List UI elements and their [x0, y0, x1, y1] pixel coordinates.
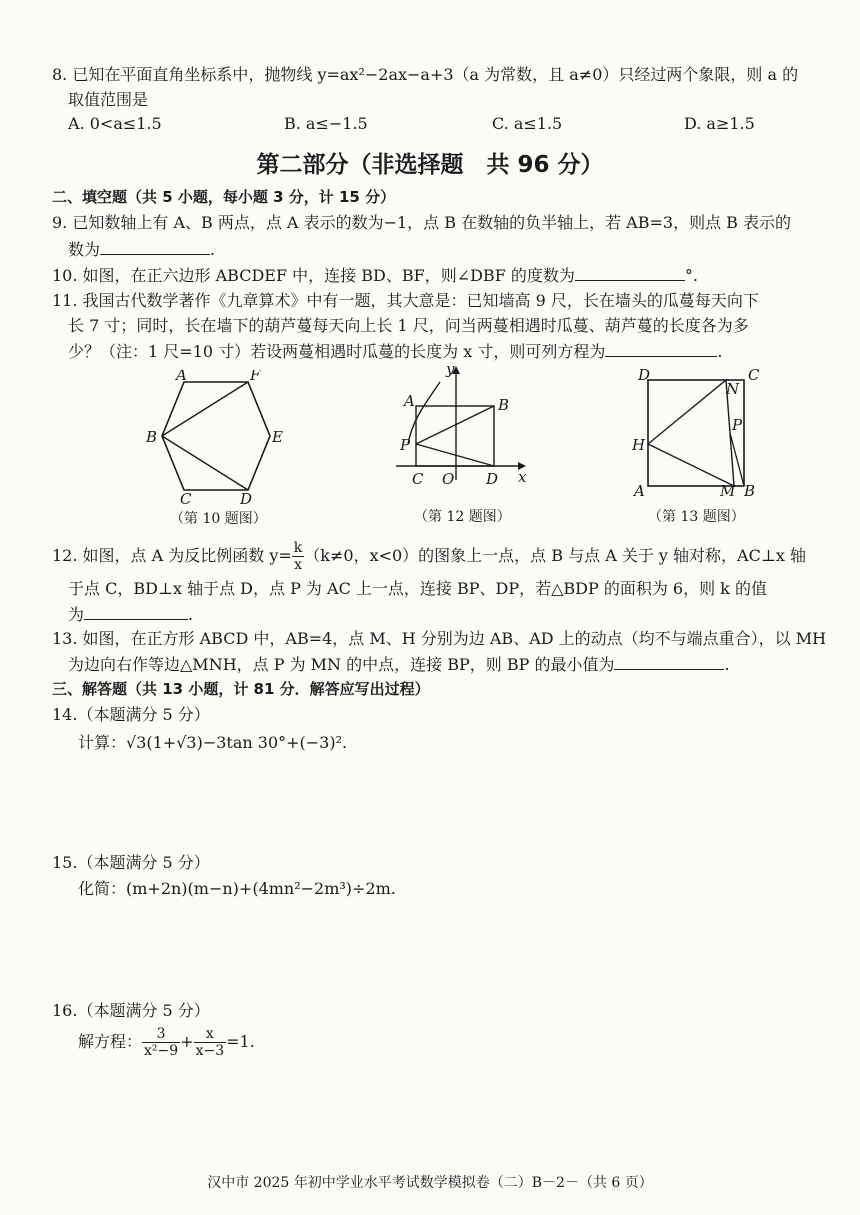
q16-frac1-den: x²−9 — [144, 1043, 179, 1059]
q12-rest: （k≠0，x<0）的图象上一点，点 B 与点 A 关于 y 轴对称，AC⊥x 轴 — [304, 546, 806, 565]
fig13-label-p: P — [732, 416, 743, 434]
q15-answer-area[interactable] — [78, 906, 798, 996]
fig13-label-a: A — [634, 482, 645, 500]
q12-line3-text: 为 — [68, 605, 85, 624]
q10-line — [52, 264, 698, 287]
fig12-label-a: A — [404, 392, 415, 410]
q12-frac-num: k — [293, 540, 303, 556]
fig10-label-b: B — [146, 428, 158, 446]
q16-answer-area[interactable] — [78, 1070, 798, 1160]
figure-12-coordinate — [388, 360, 536, 495]
q12-suffix: . — [188, 605, 194, 624]
q11-line1: 11. 我国古代数学著作《九章算术》中有一题，其大意是：已知墙高 9 尺，长在墙头的瓜蔓每天向下 — [52, 291, 759, 310]
segment-bd — [162, 436, 248, 490]
hexagon-shape — [162, 382, 270, 490]
q14-body: 计算：√3(1+√3)−3tan 30°+(−3)². — [78, 733, 348, 752]
q13-line2-text: 为边向右作等边△MNH，点 P 为 MN 的中点，连接 BP，则 BP 的最小值为 — [68, 655, 615, 674]
q8-option-b: B. a≤−1.5 — [284, 114, 368, 133]
q12-line3 — [68, 603, 193, 626]
fig12-label-o: O — [442, 470, 455, 488]
q13-line1: 13. 如图，在正方形 ABCD 中，AB=4，点 M、H 分别为边 AB、AD 上的动点（均不与端点重合），以 MH — [52, 629, 827, 648]
q16-frac1-num: 3 — [142, 1026, 180, 1043]
section-title: 第二部分（非选择题 共 96 分） — [256, 152, 604, 178]
q15-body: 化简：(m+2n)(m−n)+(4mn²−2m³)÷2m. — [78, 879, 396, 898]
q11-suffix: . — [717, 342, 723, 361]
fig13-label-b: B — [744, 482, 756, 500]
fig13-label-h: H — [632, 436, 646, 454]
q11-line2: 长 7 寸；同时，长在墙下的葫芦蔓每天向上长 1 尺，问当两蔓相遇时瓜蔓、葫芦蔓的长度各为多 — [68, 316, 749, 335]
q11-answer-blank[interactable] — [605, 340, 717, 357]
q15-title: 15.（本题满分 5 分） — [52, 853, 210, 872]
q8-option-d: D. a≥1.5 — [684, 114, 755, 133]
q8-option-c: C. a≤1.5 — [492, 114, 563, 133]
page-footer: 汉中市 2025 年初中学业水平考试数学模拟卷（二）B－2－（共 6 页） — [207, 1175, 653, 1191]
q11-line3-text: 少？（注：1 尺=10 寸）若设两蔓相遇时瓜蔓的长度为 x 寸，则可列方程为 — [68, 342, 606, 361]
fig12-label-d: D — [486, 470, 499, 488]
segment-dp — [416, 444, 494, 466]
q13-suffix: . — [724, 655, 730, 674]
q12-line2: 于点 C，BD⊥x 轴于点 D，点 P 为 AC 上一点，连接 BP、DP，若△BDP 的面积为 6，则 k 的值 — [68, 579, 767, 598]
fig12-label-b: B — [498, 396, 510, 414]
q16-frac2-num: x — [194, 1026, 227, 1043]
q8-line2: 取值范围是 — [68, 90, 149, 109]
fill-in-header: 二、填空题（共 5 小题，每小题 3 分，计 15 分） — [52, 188, 396, 206]
figure-10-hexagon — [140, 370, 300, 505]
triangle-mnh — [648, 380, 734, 486]
q12-fraction — [292, 540, 304, 573]
q9-line1: 9. 已知数轴上有 A、B 两点，点 A 表示的数为−1，点 B 在数轴的负半轴上，若 AB=3，则点 B 表示的 — [52, 213, 791, 232]
fig13-label-c: C — [748, 368, 760, 384]
q8-line1: 8. 已知在平面直角坐标系中，抛物线 y=ax²−2ax−a+3（a 为常数，且 a≠0）只经过两个象限，则 a 的 — [52, 65, 799, 84]
q16-fraction-1 — [142, 1026, 180, 1059]
fig12-label-c: C — [412, 470, 424, 488]
q14-title: 14.（本题满分 5 分） — [52, 705, 210, 724]
figure-13-square — [628, 368, 778, 503]
q13-answer-blank[interactable] — [614, 653, 724, 670]
q14-answer-area[interactable] — [78, 760, 798, 848]
segment-bf — [162, 382, 248, 436]
q9-answer-blank[interactable] — [100, 238, 210, 255]
q12-answer-blank[interactable] — [84, 603, 188, 620]
fig10-label-f: F — [250, 370, 261, 384]
q16-suffix: =1. — [226, 1032, 255, 1051]
fig12-label-p: P — [400, 436, 411, 454]
q12-line1 — [52, 538, 806, 574]
q10-text: 10. 如图，在正六边形 ABCDEF 中，连接 BD、BF，则∠DBF 的度数为 — [52, 266, 575, 285]
q8-option-a: A. 0<a≤1.5 — [68, 114, 162, 133]
figure-12-caption: （第 12 题图） — [414, 509, 511, 525]
figure-13-caption: （第 13 题图） — [648, 509, 745, 525]
fig10-label-d: D — [240, 490, 253, 505]
q9-line2-text: 数为 — [68, 240, 101, 259]
q16-fraction-2 — [194, 1026, 227, 1059]
fig10-label-e: E — [272, 428, 283, 446]
q9-line2: 数为 . — [68, 240, 216, 259]
fig10-label-a: A — [176, 370, 187, 384]
fig12-label-y: y — [446, 360, 455, 378]
q10-answer-blank[interactable] — [575, 264, 685, 281]
rectangle-acdb — [416, 406, 494, 466]
q16-title: 16.（本题满分 5 分） — [52, 1001, 210, 1020]
q10-suffix: °. — [684, 266, 698, 285]
segment-bp — [416, 406, 494, 444]
fig12-label-x: x — [518, 468, 527, 486]
q16-plus: + — [180, 1032, 194, 1051]
q13-line2 — [68, 653, 730, 676]
fig13-label-m: M — [720, 482, 736, 500]
fig13-label-d: D — [638, 368, 651, 384]
q16-equation — [78, 1024, 255, 1060]
figure-10-caption: （第 10 题图） — [170, 511, 267, 527]
q12-prefix: 12. 如图，点 A 为反比例函数 y= — [52, 546, 292, 565]
fig13-label-n: N — [726, 380, 740, 398]
answer-header: 三、解答题（共 13 小题，计 81 分．解答应写出过程） — [52, 680, 430, 698]
q16-frac2-den: x−3 — [195, 1043, 225, 1059]
fig10-label-c: C — [180, 490, 192, 505]
q16-prefix: 解方程： — [78, 1032, 143, 1051]
q12-frac-den: x — [294, 557, 302, 573]
